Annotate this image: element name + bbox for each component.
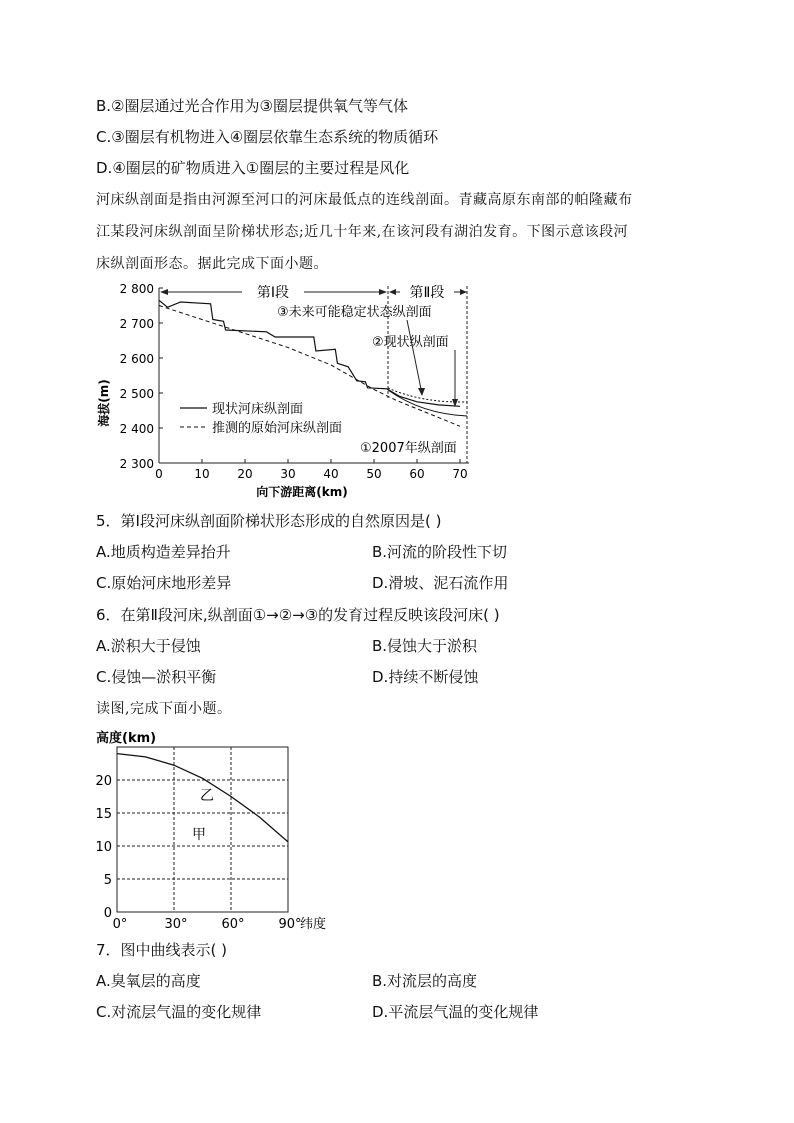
intro-paragraph-line-2: 江某段河床纵剖面呈阶梯状形态;近几十年来,在该河段有湖泊发育。下图示意该段河 [96, 224, 629, 240]
y-axis-label: 海拔(m) [97, 379, 111, 427]
q6-option-a: A.淤积大于侵蚀 [96, 637, 201, 655]
question-7-stem: 7．图中曲线表示( ) [96, 941, 228, 959]
y-tick: 2 600 [119, 352, 154, 366]
x-tick: 50 [366, 467, 382, 481]
fig2-x-axis-label: 纬度 [300, 917, 327, 932]
fig2-x-tick: 60° [221, 917, 245, 932]
fig2-y-tick: 20 [95, 774, 112, 789]
intro-paragraph-line-3: 床纵剖面形态。据此完成下面小题。 [96, 256, 328, 272]
y-tick: 2 400 [119, 422, 154, 436]
question-5-stem: 5．第Ⅰ段河床纵剖面阶梯状形态形成的自然原因是( ) [96, 512, 442, 530]
y-tick: 2 300 [119, 457, 154, 471]
fig2-y-tick: 0 [103, 906, 112, 921]
q7-option-b: B.对流层的高度 [372, 972, 478, 990]
q5-option-d: D.滑坡、泥石流作用 [372, 574, 509, 592]
x-tick: 60 [409, 467, 425, 481]
label-jia: 甲 [192, 827, 206, 843]
q7-option-d: D.平流层气温的变化规律 [372, 1003, 539, 1021]
option-d-prev: D.④圈层的矿物质进入①圈层的主要过程是风化 [96, 159, 410, 177]
option-b-prev: B.②圈层通过光合作用为③圈层提供氧气等气体 [96, 97, 408, 115]
question-6-stem: 6．在第Ⅱ段河床,纵剖面①→②→③的发育过程反映该段河床( ) [96, 606, 500, 624]
x-tick: 0 [155, 467, 163, 481]
y-tick: 2 700 [119, 317, 154, 331]
option-c-prev: C.③圈层有机物进入④圈层依靠生态系统的物质循环 [96, 128, 439, 146]
river-profile-chart [92, 278, 482, 504]
q5-option-b: B.河流的阶段性下切 [372, 543, 508, 561]
legend-solid-label: 现状河床纵剖面 [212, 402, 304, 417]
fig2-x-tick: 30° [164, 917, 188, 932]
label-future-profile: ③未来可能稳定状态纵剖面 [277, 305, 432, 320]
y-tick: 2 500 [119, 387, 154, 401]
x-tick: 10 [194, 467, 210, 481]
x-tick: 70 [452, 467, 468, 481]
fig2-x-tick: 90° [278, 917, 302, 932]
q7-option-a: A.臭氧层的高度 [96, 972, 201, 990]
x-tick: 30 [280, 467, 296, 481]
legend-dashed-label: 推测的原始河床纵剖面 [212, 421, 343, 436]
fig2-x-tick: 0° [112, 917, 128, 932]
intro-paragraph-line-1: 河床纵剖面是指由河源至河口的河床最低点的连线剖面。青藏高原东南部的帕隆藏布 [96, 192, 633, 208]
label-current-profile: ②现状纵剖面 [372, 335, 449, 350]
label-yi: 乙 [200, 788, 214, 804]
x-axis-label: 向下游距离(km) [256, 485, 348, 499]
section-2-label: 第Ⅱ段 [409, 285, 445, 301]
y-tick: 2 800 [119, 282, 154, 296]
fig2-y-tick: 10 [95, 840, 112, 855]
q5-option-a: A.地质构造差异抬升 [96, 543, 231, 561]
intro-paragraph-2: 读图,完成下面小题。 [96, 701, 232, 717]
label-2007-profile: ①2007年纵剖面 [360, 441, 457, 456]
q6-option-b: B.侵蚀大于淤积 [372, 637, 478, 655]
altitude-latitude-chart [92, 722, 352, 934]
section-1-label: 第Ⅰ段 [256, 285, 290, 301]
x-tick: 40 [323, 467, 339, 481]
fig2-y-tick: 15 [95, 807, 112, 822]
fig2-y-tick: 5 [103, 873, 112, 888]
x-tick: 20 [237, 467, 253, 481]
q6-option-d: D.持续不断侵蚀 [372, 668, 479, 686]
q6-option-c: C.侵蚀—淤积平衡 [96, 668, 217, 686]
fig2-y-axis-label: 高度(km) [96, 731, 157, 746]
q7-option-c: C.对流层气温的变化规律 [96, 1003, 262, 1021]
q5-option-c: C.原始河床地形差异 [96, 574, 232, 592]
